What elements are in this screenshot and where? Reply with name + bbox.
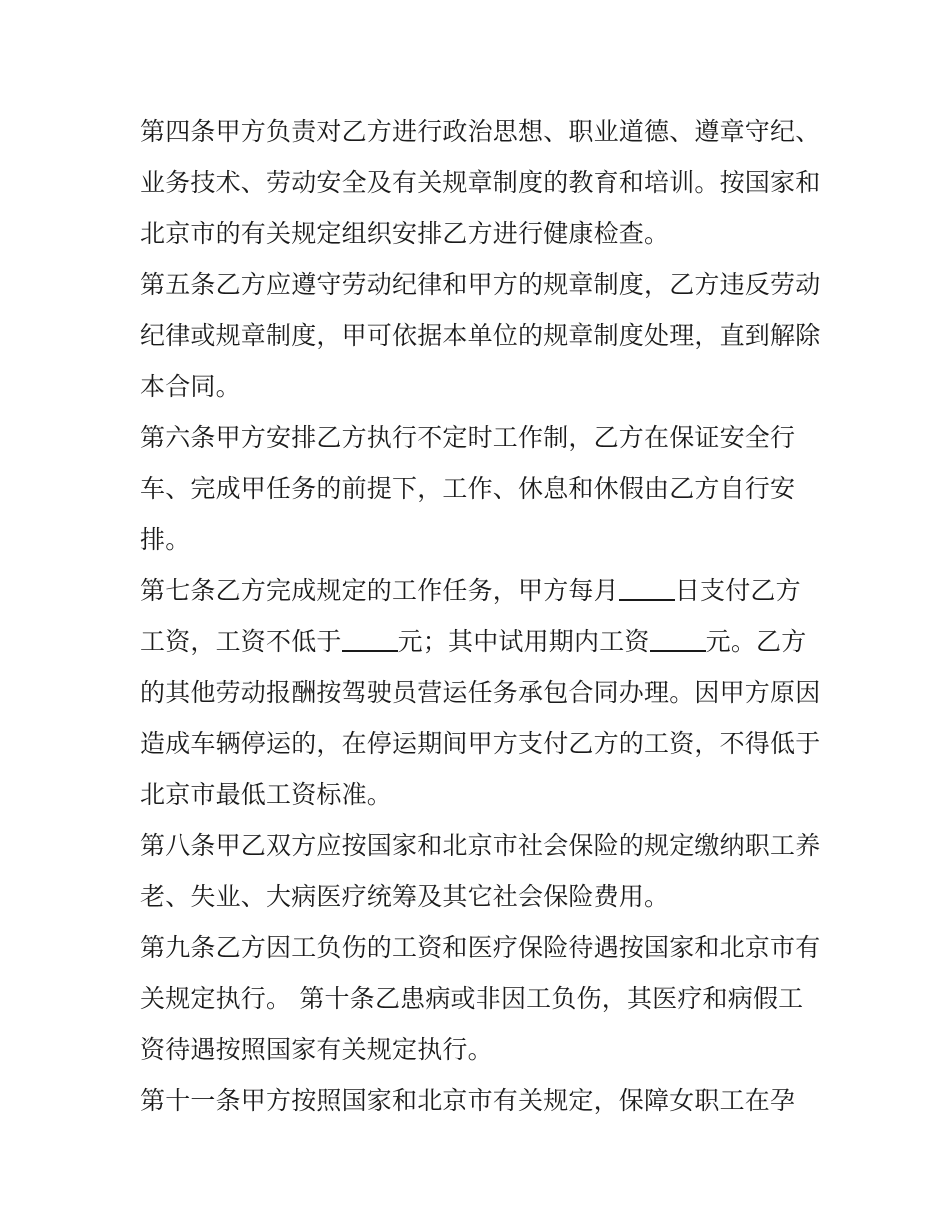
text-line: 第九条乙方因工负伤的工资和医疗保险待遇按国家和北京市有 [140,933,821,962]
text-line: 第四条甲方负责对乙方进行政治思想、职业道德、遵章守纪、 [140,117,821,146]
text-segment: 第七条乙方完成规定的工作任务，甲方每月 [140,576,619,605]
text-line [140,616,820,667]
text-line: 车、完成甲任务的前提下，工作、休息和休假由乙方自行安 [140,474,796,503]
text-segment: 工资，工资不低于 [140,627,342,656]
text-line: 的其他劳动报酬按驾驶员营运任务承包合同办理。因甲方原因 [140,678,821,707]
text-line: 北京市最低工资标准。 [140,780,393,809]
text-line [140,565,820,616]
text-line: 北京市的有关规定组织安排乙方进行健康检查。 [140,219,670,248]
text-line: 第十一条甲方按照国家和北京市有关规定，保障女职工在孕 [140,1086,796,1115]
text-line: 造成车辆停运的，在停运期间甲方支付乙方的工资，不得低于 [140,729,821,758]
text-line: 第五条乙方应遵守劳动纪律和甲方的规章制度，乙方违反劳动 [140,270,821,299]
text-line: 第八条甲乙双方应按国家和北京市社会保险的规定缴纳职工养 [140,831,821,860]
text-line: 资待遇按照国家有关规定执行。 [140,1035,493,1064]
text-line: 老、失业、大病医疗统筹及其它社会保险费用。 [140,882,670,911]
text-line: 业务技术、劳动安全及有关规章制度的教育和培训。按国家和 [140,168,821,197]
text-line: 第六条甲方安排乙方执行不定时工作制，乙方在保证安全行 [140,423,796,452]
text-line: 纪律或规章制度，甲可依据本单位的规章制度处理，直到解除 [140,321,821,350]
document-body [140,106,820,1126]
fill-in-blank [342,630,398,652]
text-line: 排。 [140,525,191,554]
text-segment: 元。乙方 [705,627,807,656]
fill-in-blank [619,579,675,601]
text-line: 本合同。 [140,372,241,401]
text-segment: 日支付乙方 [674,576,801,605]
text-segment: 元；其中试用期内工资 [397,627,650,656]
text-line: 关规定执行。 第十条乙患病或非因工负伤，其医疗和病假工 [140,984,804,1013]
fill-in-blank [650,630,706,652]
